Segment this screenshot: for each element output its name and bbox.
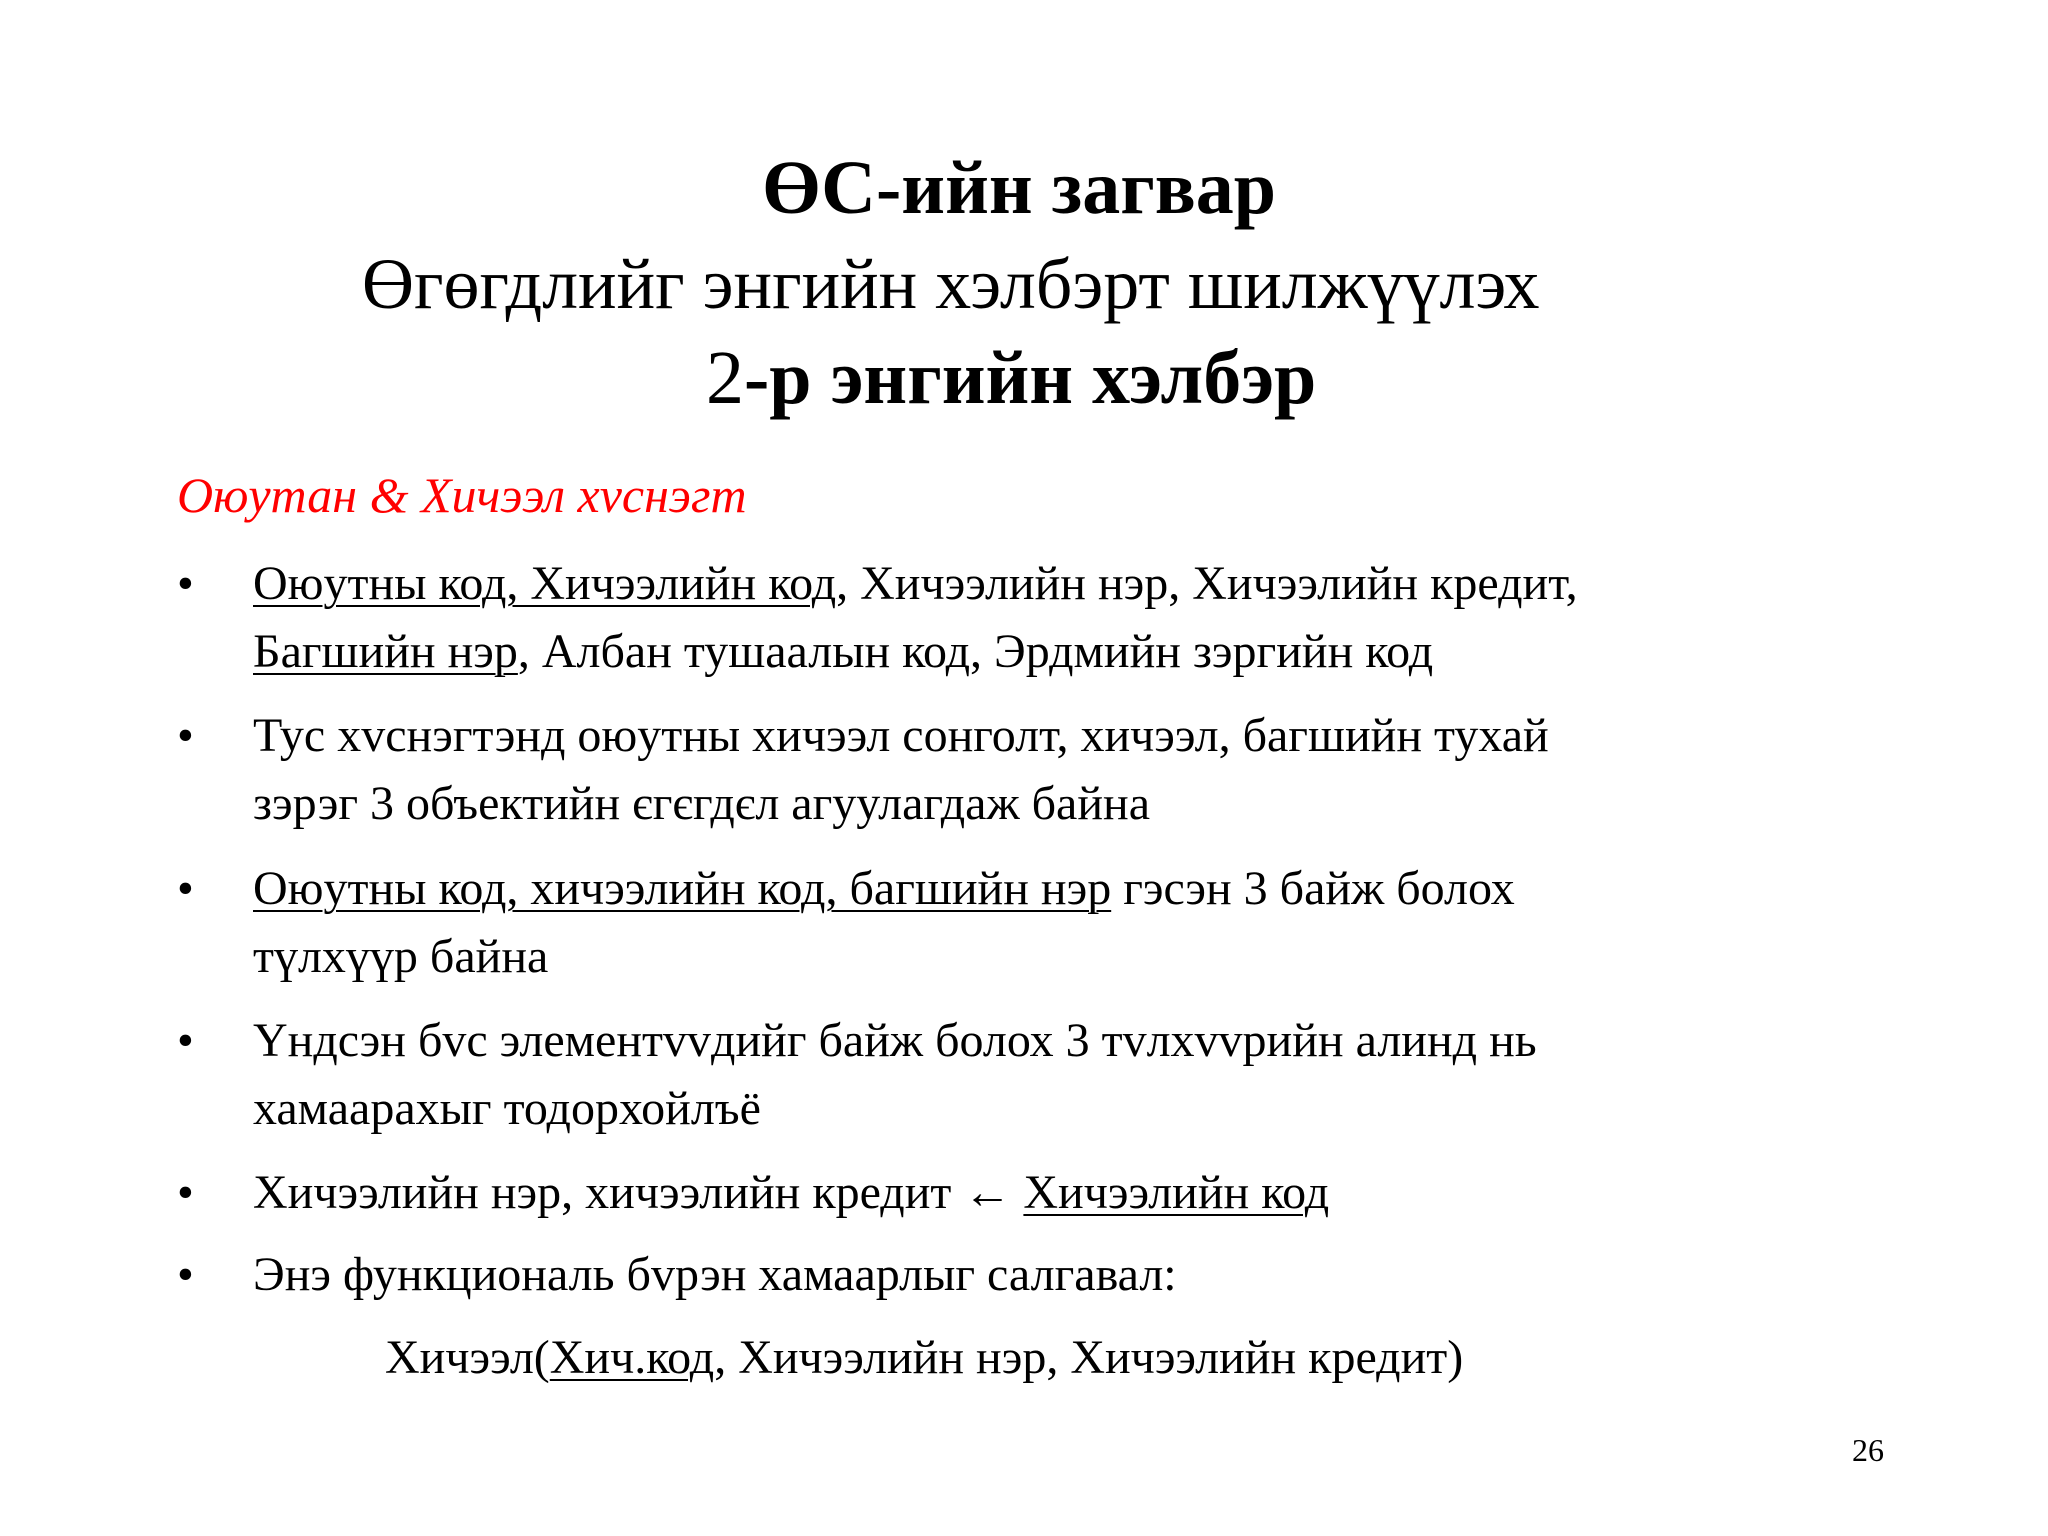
bullet-1-line-2 [253,625,1434,678]
bullet-1-key-text-2: Багшийн нэр [253,625,518,678]
bullet-3-line-2: түлхүүр байна [253,930,549,983]
relation-formula [385,1331,1464,1384]
bullet-5-key-text: Хичээлийн код [1023,1166,1330,1219]
formula-prefix: Хичээл( [385,1331,550,1384]
bullet-1-rest-text: , Хичээлийн нэр, Хичээлийн кредит, [836,557,1578,610]
bullet-icon: • [177,1166,194,1219]
title-line-2: Өгөгдлийг энгийн хэлбэрт шилжүүлэх [362,244,1540,324]
formula-key: Хич.код [549,1331,715,1384]
bullet-icon: • [177,1014,194,1067]
bullet-2-line-2: зэрэг 3 объектийн єгєгдєл агуулагдаж байна [253,777,1151,830]
bullet-3-rest-text: гэсэн 3 байж болох [1111,862,1515,915]
bullet-4-line-1: Үндсэн бvс элементvvдийг байж болох 3 тvлхvvрийн алинд нь [253,1014,1537,1067]
bullet-6-line-1: Энэ функциональ бvрэн хамаарлыг салгавал: [253,1248,1177,1301]
bullet-1-rest-text-2: , Албан тушаалын код, Эрдмийн зэргийн код [517,625,1434,678]
bullet-icon: • [177,1248,194,1301]
bullet-5-line-1 [253,1166,1330,1219]
title-line-3 [706,336,1317,420]
title-line-1: ӨС-ийн загвар [762,146,1277,230]
bullet-1-line-1 [253,557,1578,610]
bullet-5-text: Хичээлийн нэр, хичээлийн кредит [253,1166,964,1219]
bullet-icon: • [177,709,194,762]
page-number: 26 [1852,1432,1884,1468]
bullet-4-line-2: хамаарахыг тодорхойлъё [253,1082,761,1135]
bullet-3-key-text: Оюутны код, хичээлийн код, багшийн нэр [253,862,1112,915]
bullet-icon: • [177,862,194,915]
bullet-1-key-text: Оюутны код, Хичээлийн код [253,557,837,610]
formula-suffix: , Хичээлийн нэр, Хичээлийн кредит) [714,1331,1464,1384]
table-subtitle: Оюутан & Хичээл хvснэгт [177,467,747,523]
title-line-3-text: -р энгийн хэлбэр [744,336,1317,420]
title-line-3-number: 2 [706,336,744,420]
left-arrow-icon: ← [963,1166,1012,1219]
bullet-3-line-1 [253,862,1515,915]
bullet-2-line-1: Тус хvснэгтэнд оюутны хичээл сонголт, хичээл, багшийн тухай [253,709,1549,762]
bullet-icon: • [177,557,194,610]
